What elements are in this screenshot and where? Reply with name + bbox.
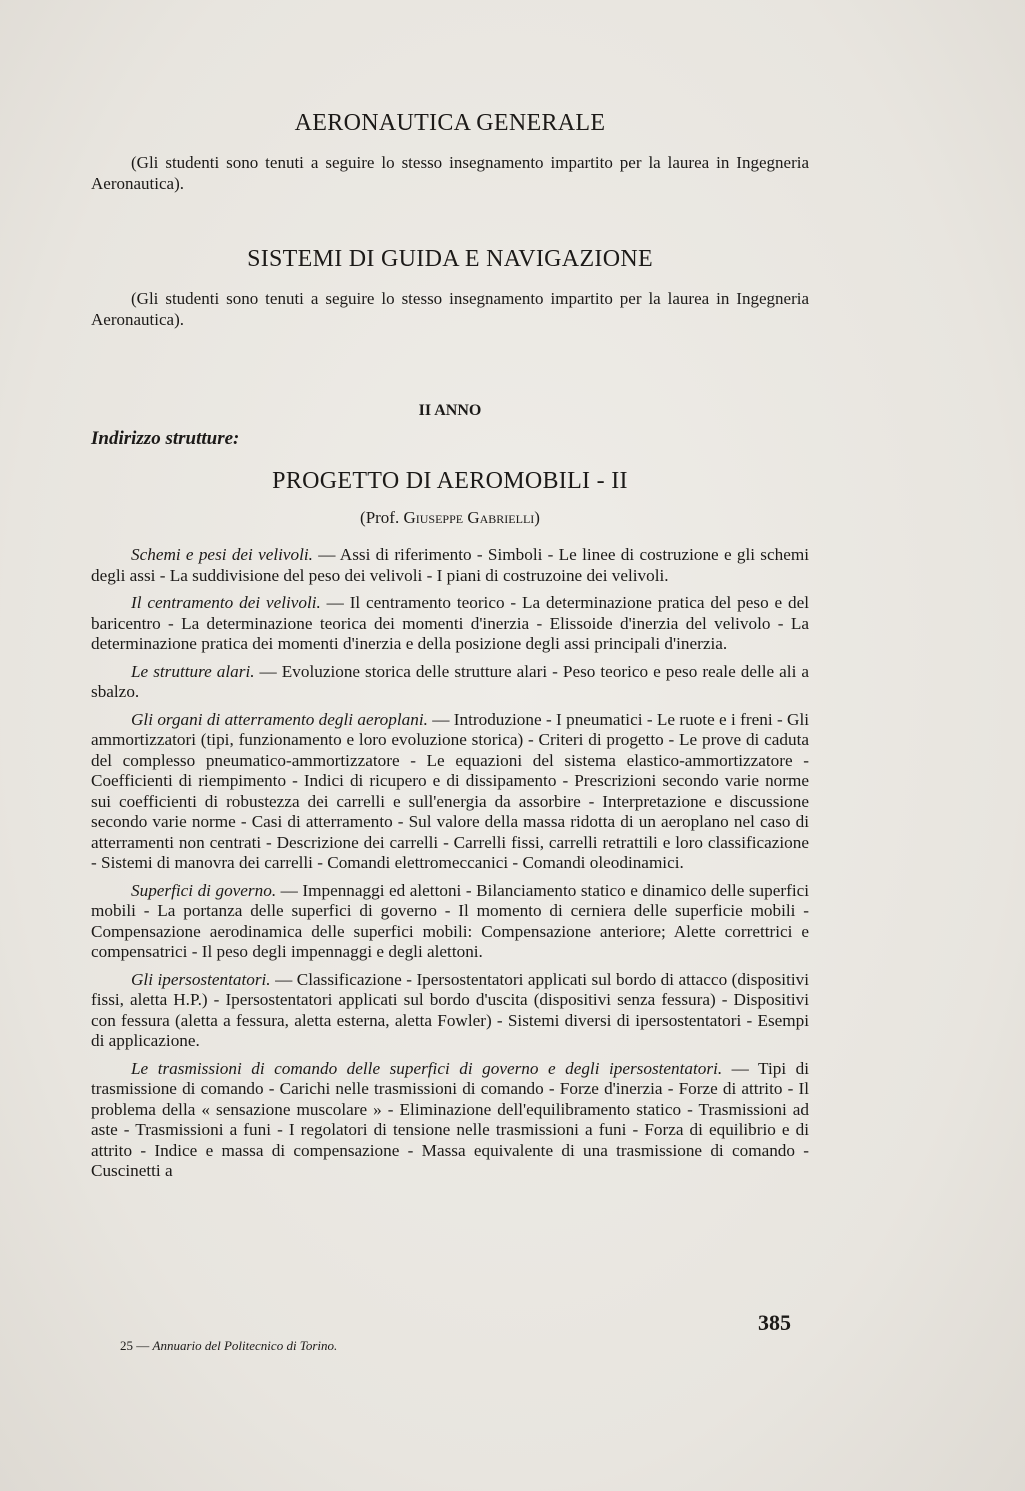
professor-suffix: ) — [534, 508, 540, 527]
footer-sheet-number: 25 — [120, 1338, 133, 1353]
section-heading-sistemi: SISTEMI DI GUIDA E NAVIGAZIONE — [247, 246, 653, 272]
course-professor — [91, 508, 809, 528]
page-number: 385 — [758, 1310, 791, 1335]
paragraph-text: — Introduzione - I pneumatici - Le ruote e i freni - Gli ammortizzatori (tipi, funzionamento e loro evoluzione storica) - Criteri di progetto - Le prove di caduta del complesso pneumatico-ammortizzatore - Le equazioni del sistema elastico-ammortizzatore - Coefficienti di riempimento - Indici di ricupero e di dissipamento - Prescrizioni secondo varie norme sui coefficienti di robustezza dei carrelli e sull'energia da assorbire - Interpretazione e discussione secondo varie norme - Casi di atterramento - Sul valore della massa ridotta di un aeroplano nel caso di atterramenti non centrati - Descrizione dei carrelli - Carrelli fissi, carrelli retrattili e loro classificazione - Sistemi di manovra dei carrelli - Comandi elettromeccanici - Comandi oleodinamici. — [91, 709, 809, 872]
paragraph-title: Gli organi di atterramento degli aeroplani. — [131, 709, 428, 729]
paragraph-title: Le strutture alari. — [131, 661, 255, 681]
professor-name: Giuseppe Gabrielli — [403, 508, 535, 527]
indirizzo-label: Indirizzo strutture: — [91, 428, 240, 449]
year-label: II ANNO — [418, 402, 482, 419]
section-note-aeronautica: (Gli studenti sono tenuti a seguire lo stesso insegnamento impartito per la laurea in Ingegneria Aeronautica). — [91, 153, 809, 193]
program-paragraph — [91, 593, 809, 655]
paragraph-text: — Il centramento teorico - La determinazione pratica del peso e del baricentro - La determinazione teorica dei momenti d'inerzia - Elissoide d'inerzia del velivolo - La determinazione pratica dei momenti d'inerzia e della posizione degli assi principali d'inerzia. — [91, 593, 809, 653]
paragraph-title: Schemi e pesi dei velivoli. — [131, 545, 313, 564]
section-heading-aeronautica: AERONAUTICA GENERALE — [294, 110, 606, 136]
paragraph-text: — Evoluzione storica delle strutture alari - Peso teorico e peso reale delle ali a sbalzo. — [91, 661, 809, 701]
paragraph-text: — Impennaggi ed alettoni - Bilanciamento statico e dinamico delle superfici mobili - La portanza delle superfici di governo - Il momento di cerniera delle superficie mobili - Compensazione aerodinamica delle superfici mobili: Compensazione anteriore; Alette correttrici e compensatrici - Il peso degli impennaggi e degli alettoni. — [91, 880, 809, 961]
professor-prefix: (Prof. — [360, 508, 400, 527]
program-paragraph — [91, 710, 809, 874]
program-paragraph — [91, 970, 809, 1052]
program-paragraph — [91, 545, 809, 586]
program-paragraph — [91, 881, 809, 963]
course-program — [91, 545, 809, 1189]
program-paragraph — [91, 1059, 809, 1182]
paragraph-title: Superfici di governo. — [131, 880, 277, 900]
paragraph-text: — Classificazione - Ipersostentatori applicati sul bordo di attacco (dispositivi fissi, aletta H.P.) - Ipersostentatori applicati sul bordo d'uscita (dispositivi senza fessura) - Dispositivi con fessura (aletta a fessura, aletta esterna, aletta Fowler) - Sistemi diversi di ipersostentatori - Esempi di applicazione. — [91, 969, 809, 1050]
section-note-sistemi: (Gli studenti sono tenuti a seguire lo stesso insegnamento impartito per la laurea in Ingegneria Aeronautica). — [91, 289, 809, 329]
program-paragraph — [91, 662, 809, 703]
paragraph-title: Il centramento dei velivoli. — [131, 593, 321, 612]
paragraph-text: — Assi di riferimento - Simboli - Le linee di costruzione e gli schemi degli assi - La suddivisione del peso dei velivoli - I piani di costruzoine dei velivoli. — [91, 545, 809, 585]
footer-publication: Annuario del Politecnico di Torino. — [152, 1338, 338, 1353]
course-title: PROGETTO DI AEROMOBILI - II — [272, 468, 628, 494]
paragraph-title: Le trasmissioni di comando delle superfici di governo e degli ipersostentatori. — [131, 1058, 723, 1078]
page-footer — [120, 1338, 337, 1354]
paragraph-text: — Tipi di trasmissione di comando - Carichi nelle trasmissioni di comando - Forze d'inerzia - Forze di attrito - Il problema della « sensazione muscolare » - Eliminazione dell'equilibramento statico - Trasmissioni ad aste - Trasmissioni a funi - I regolatori di tensione nelle trasmissioni a funi - Forza di equilibrio e di attrito - Indice e massa di compensazione - Massa equivalente di una trasmissione di comando - Cuscinetti a — [91, 1058, 809, 1180]
footer-dash: — — [133, 1338, 153, 1353]
paragraph-title: Gli ipersostentatori. — [131, 969, 271, 989]
